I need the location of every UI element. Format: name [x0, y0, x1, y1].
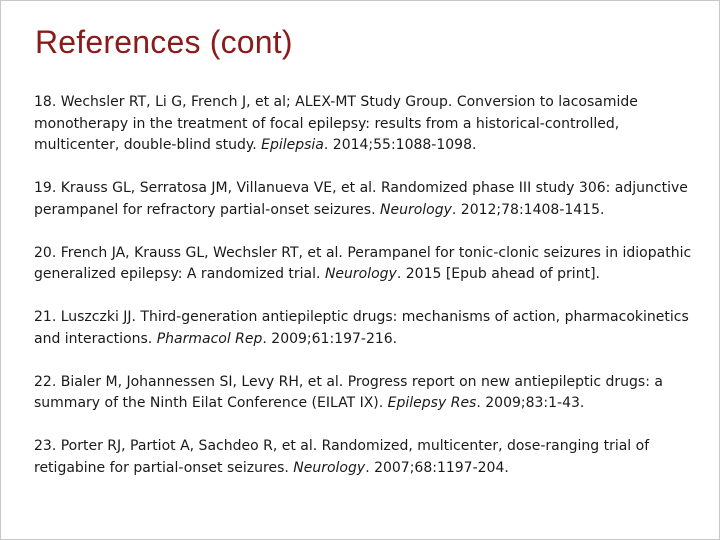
- reference-text: 21. Luszczki JJ. Third-generation antiepileptic drugs: mechanisms of action, pharmacokinetics and interactions.: [34, 309, 689, 347]
- reference-journal: Neurology: [379, 201, 452, 218]
- reference-journal: Neurology: [324, 266, 397, 282]
- reference-journal: Pharmacol Rep: [156, 330, 263, 347]
- reference-journal: Epilepsy Res: [387, 395, 477, 411]
- slide-title: References (cont): [35, 24, 293, 60]
- reference-citation: . 2015 [Epub ahead of print].: [396, 266, 600, 282]
- reference-text: 18. Wechsler RT, Li G, French J, et al; ALEX-MT Study Group. Conversion to lacosamide monotherapy in the treatment of focal epilepsy: results from a historical-controlled, multicenter, double-blind study.: [34, 94, 638, 153]
- reference-item-20: [34, 243, 696, 286]
- reference-citation: . 2012;78:1408-1415.: [451, 201, 605, 218]
- reference-item-18: [34, 92, 696, 157]
- reference-text: 22. Bialer M, Johannessen SI, Levy RH, et al. Progress report on new antiepileptic drugs: a summary of the Ninth Eilat Conference (EILAT IX).: [34, 373, 663, 411]
- reference-item-19: [34, 178, 696, 221]
- reference-text: 23. Porter RJ, Partiot A, Sachdeo R, et al. Randomized, multicenter, dose-ranging trial of retigabine for partial-onset seizures.: [34, 438, 650, 476]
- reference-citation: . 2007;68:1197-204.: [365, 459, 509, 476]
- reference-citation: . 2014;55:1088-1098.: [323, 137, 477, 153]
- reference-text: 19. Krauss GL, Serratosa JM, Villanueva VE, et al. Randomized phase III study 306: adjunctive perampanel for refractory partial-onset seizures.: [34, 180, 688, 218]
- reference-item-21: [34, 307, 696, 350]
- reference-item-22: [34, 372, 696, 415]
- reference-item-23: [34, 436, 696, 479]
- reference-journal: Epilepsia: [261, 137, 324, 153]
- reference-text: 20. French JA, Krauss GL, Wechsler RT, et al. Perampanel for tonic-clonic seizures in idiopathic generalized epilepsy: A randomized trial.: [34, 244, 692, 282]
- reference-citation: . 2009;61:197-216.: [262, 330, 398, 347]
- reference-list: [34, 92, 696, 501]
- reference-citation: . 2009;83:1-43.: [476, 395, 585, 411]
- reference-journal: Neurology: [293, 459, 366, 476]
